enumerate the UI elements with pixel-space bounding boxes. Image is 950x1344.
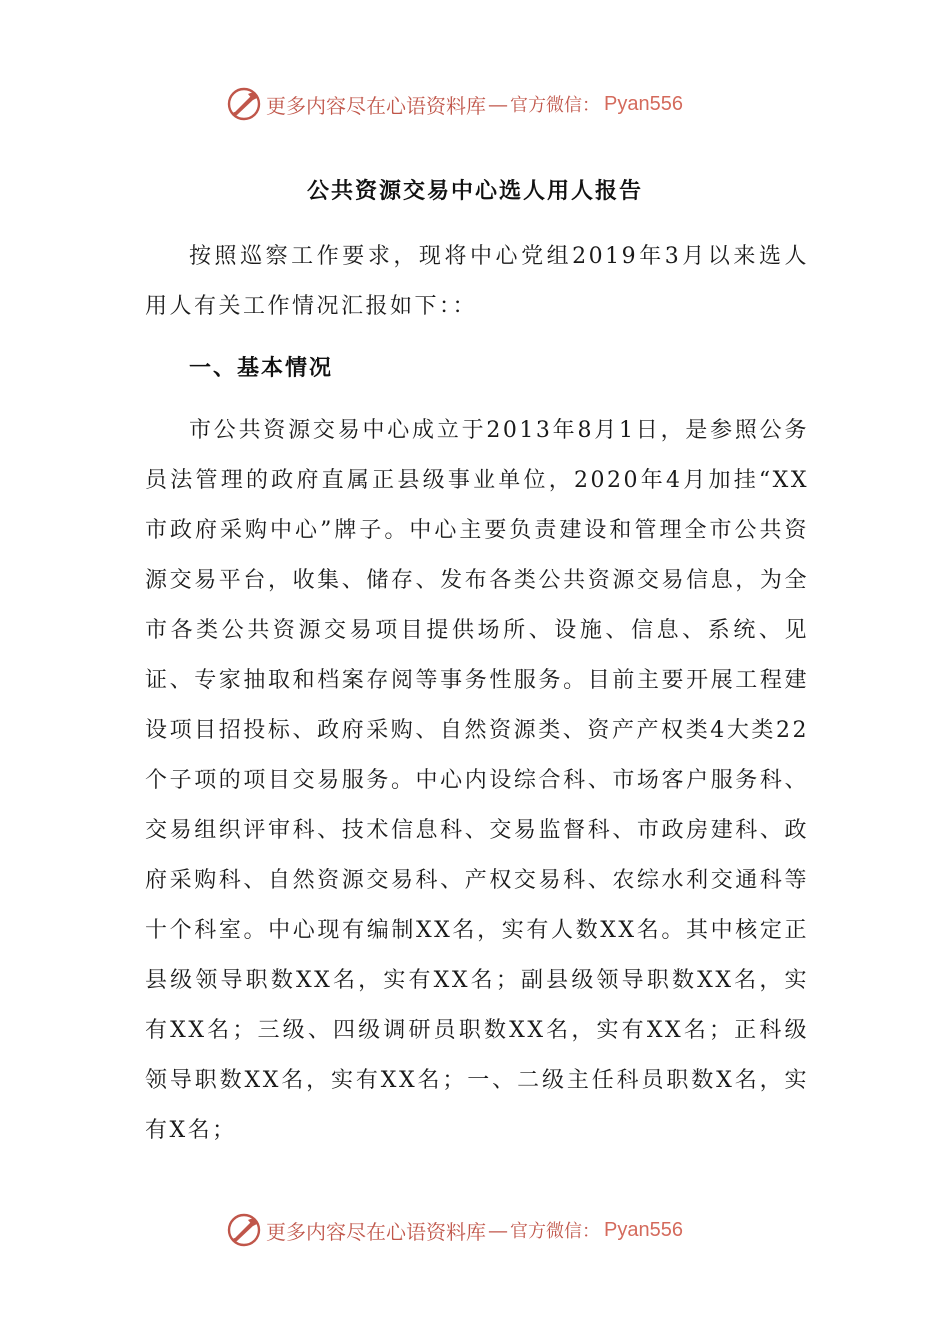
watermark-dash: — (488, 1218, 508, 1242)
intro-paragraph: 按照巡察工作要求，现将中心党组2019年3月以来选人用人有关工作情况汇报如下：： (145, 244, 809, 319)
document-title: 公共资源交易中心选人用人报告 (306, 179, 643, 204)
section-paragraph: 市公共资源交易中心成立于2013年8月1日，是参照公务员法管理的政府直属正县级事业单位，2020年4月加挂“XX市政府采购中心”牌子。中心主要负责建设和管理全市公共资源交易平台，收集、储存、发布各类公共资源交易信息，为全市各类公共资源交易项目提供场所、设施、信息、系统、见证、专家抽取和档案存阅等事务性服务。目前主要开展工程建设项目招投标、政府采购、自然资源类、资产产权类4大类22个子项的项目交易服务。中心内设综合科、市场客户服务科、交易组织评审科、技术信息科、交易监督科、市政房建科、政府采购科、自然资源交易科、产权交易科、农综水利交通科等十个科室。中心现有编制XX名，实有人数XX名。其中核定正县级领导职数XX名，实有XX名；副县级领导职数XX名，实有XX名；三级、四级调研员职数XX名，实有XX名；正科级领导职数XX名，实有XX名；一、二级主任科员职数X名，实有X名； (145, 418, 809, 1143)
watermark-wechat-id: Pyan556 (604, 92, 683, 115)
watermark-dash: — (488, 92, 508, 116)
watermark-text: 更多内容尽在心语资料库 (266, 93, 486, 118)
watermark-wechat-id: Pyan556 (604, 1218, 683, 1241)
watermark-banner-top (226, 84, 683, 124)
quill-logo-icon (226, 86, 262, 122)
watermark-banner-bottom (226, 1210, 683, 1250)
section-heading: 一、基本情况 (189, 356, 334, 381)
watermark-text: 更多内容尽在心语资料库 (266, 1219, 486, 1244)
quill-logo-icon (226, 1212, 262, 1248)
watermark-label: 官方微信： (510, 1221, 600, 1242)
watermark-label: 官方微信： (510, 95, 600, 116)
